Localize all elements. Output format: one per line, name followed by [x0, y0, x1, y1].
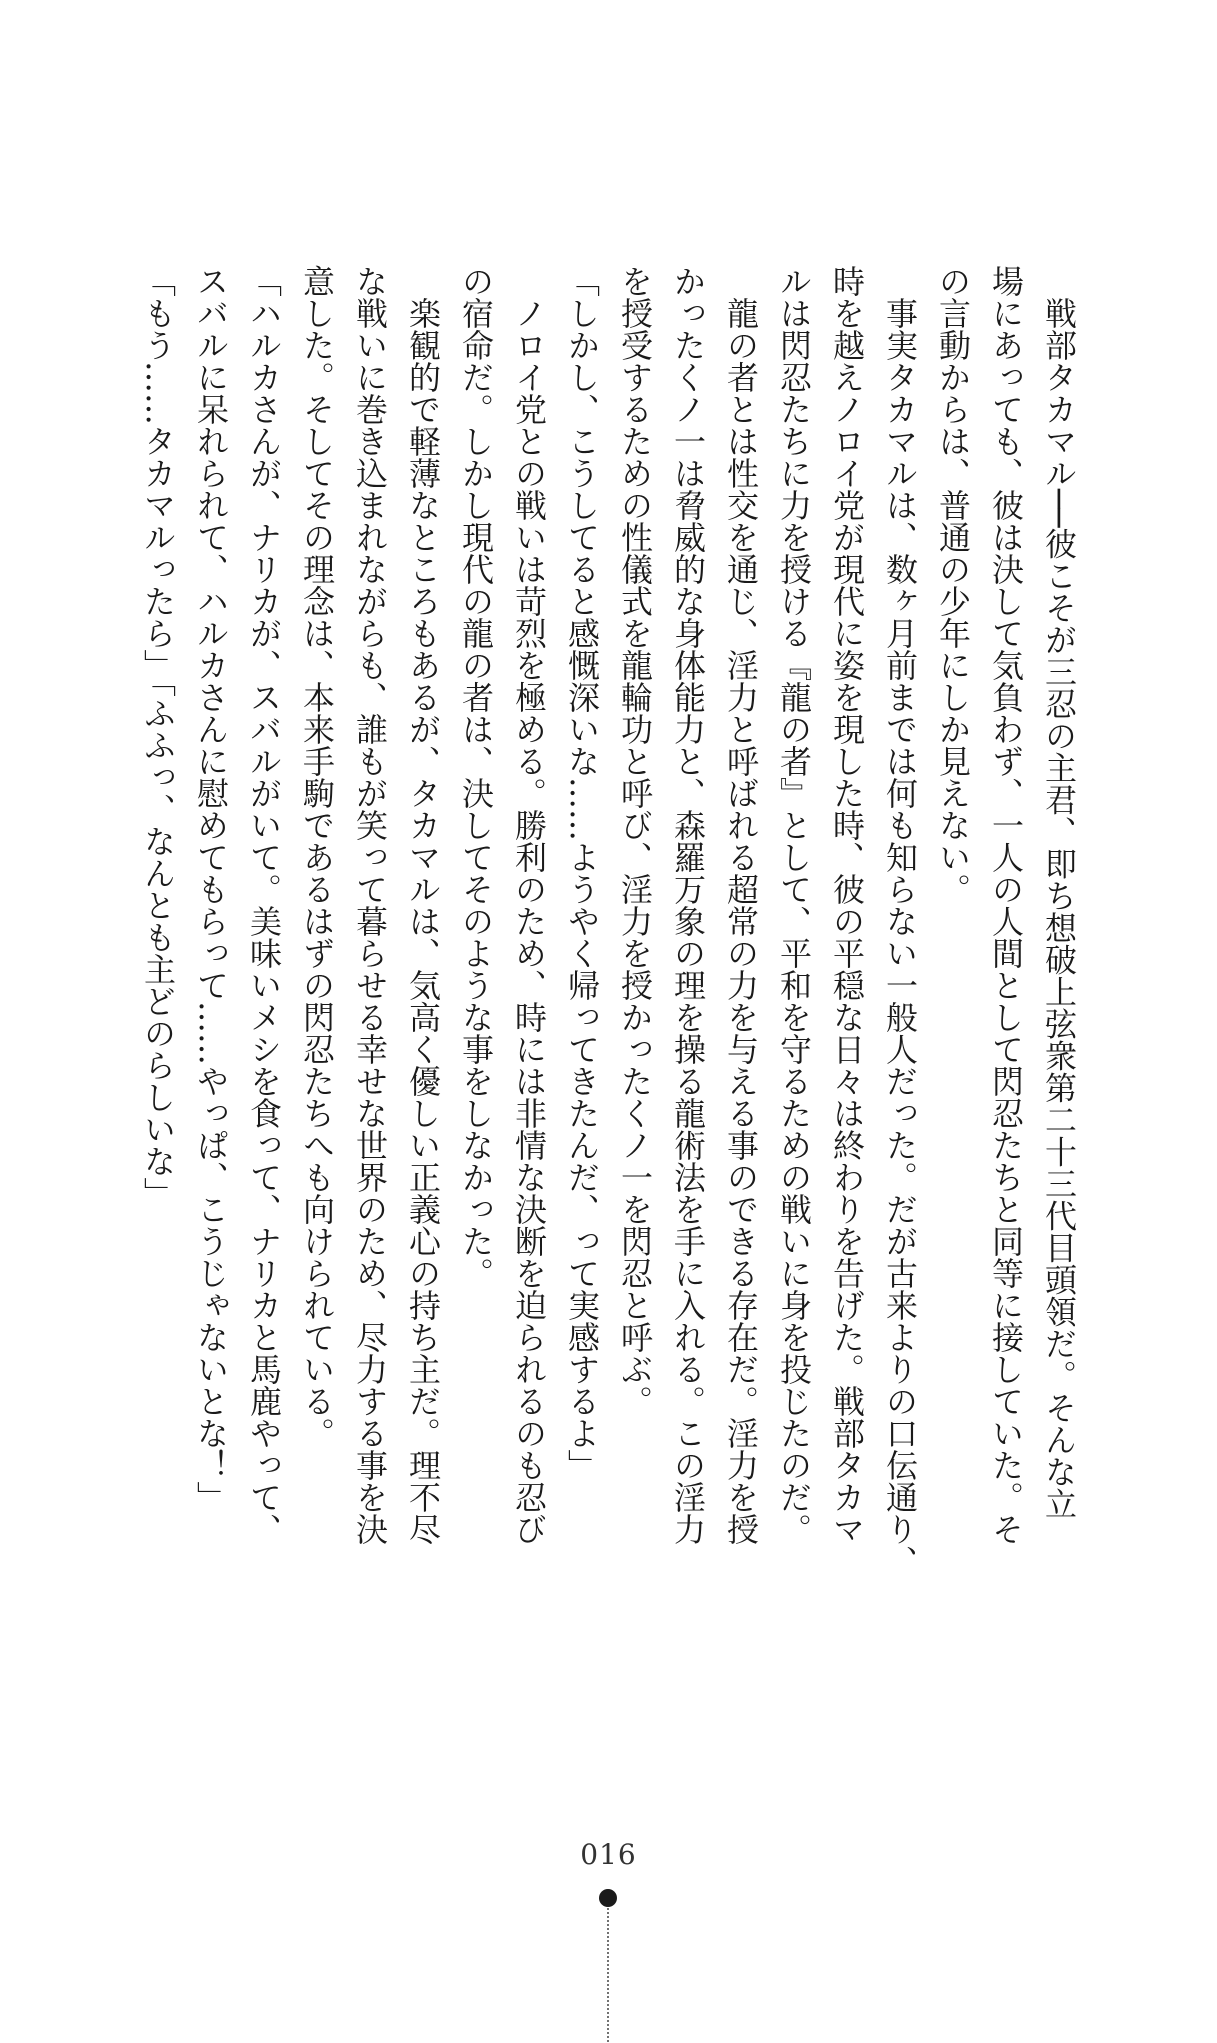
text-line: 「もう……タカマルったら」「ふふっ、なんとも主どのらしいな」: [139, 265, 177, 1209]
page-ornament: [596, 1888, 620, 2043]
ornament-dot: [599, 1889, 617, 1907]
text-line: ノロイ党との戦いは苛烈を極める。勝利のため、時には非情な決断を迫られるのも忍び: [510, 297, 548, 1545]
text-line: 楽観的で軽薄なところもあるが、タカマルは、気高く優しい正義心の持ち主だ。理不尽: [404, 297, 442, 1545]
text-line: 事実タカマルは、数ヶ月前までは何も知らない一般人だった。だが古来よりの口伝通り、: [881, 297, 919, 1577]
text-line: 「ハルカさんが、ナリカが、スバルがいて。美味いメシを食って、ナリカと馬鹿やって、: [245, 265, 283, 1545]
text-line: な戦いに巻き込まれながらも、誰もが笑って暮らせる幸せな世界のため、尽力する事を決: [351, 265, 389, 1545]
text-line: 龍の者とは性交を通じ、淫力と呼ばれる超常の力を与える事のできる存在だ。淫力を授: [722, 297, 760, 1545]
text-line: 「しかし、こうしてると感慨深いな……ようやく帰ってきたんだ、って実感するよ」: [563, 265, 601, 1481]
text-line: 場にあっても、彼は決して気負わず、一人の人間として閃忍たちと同等に接していた。そ: [987, 265, 1025, 1545]
text-line: の宿命だ。しかし現代の龍の者は、決してそのような事をしなかった。: [457, 265, 495, 1289]
text-line: 戦部タカマル──彼こそが三忍の主君、即ち想破上弦衆第二十三代目頭領だ。そんな立: [1040, 297, 1078, 1520]
text-line: を授受するための性儀式を龍輪功と呼び、淫力を授かったくノ一を閃忍と呼ぶ。: [616, 265, 654, 1417]
text-line: 時を越えノロイ党が現代に姿を現した時、彼の平穏な日々は終わりを告げた。戦部タカマ: [828, 265, 866, 1545]
text-line: ルは閃忍たちに力を授ける『龍の者』として、平和を守るための戦いに身を投じたのだ。: [775, 265, 813, 1545]
text-line: 意した。そしてその理念は、本来手駒であるはずの閃忍たちへも向けられている。: [298, 265, 336, 1449]
text-line: スバルに呆れられて、ハルカさんに慰めてもらって……やっぱ、こうじゃないとな！」: [192, 265, 230, 1513]
page-number: 016: [580, 1838, 637, 1871]
vertical-text-block: [139, 265, 1085, 1637]
text-line: の言動からは、普通の少年にしか見えない。: [934, 265, 972, 905]
text-line: かったくノ一は脅威的な身体能力と、森羅万象の理を操る龍術法を手に入れる。この淫力: [669, 265, 707, 1545]
